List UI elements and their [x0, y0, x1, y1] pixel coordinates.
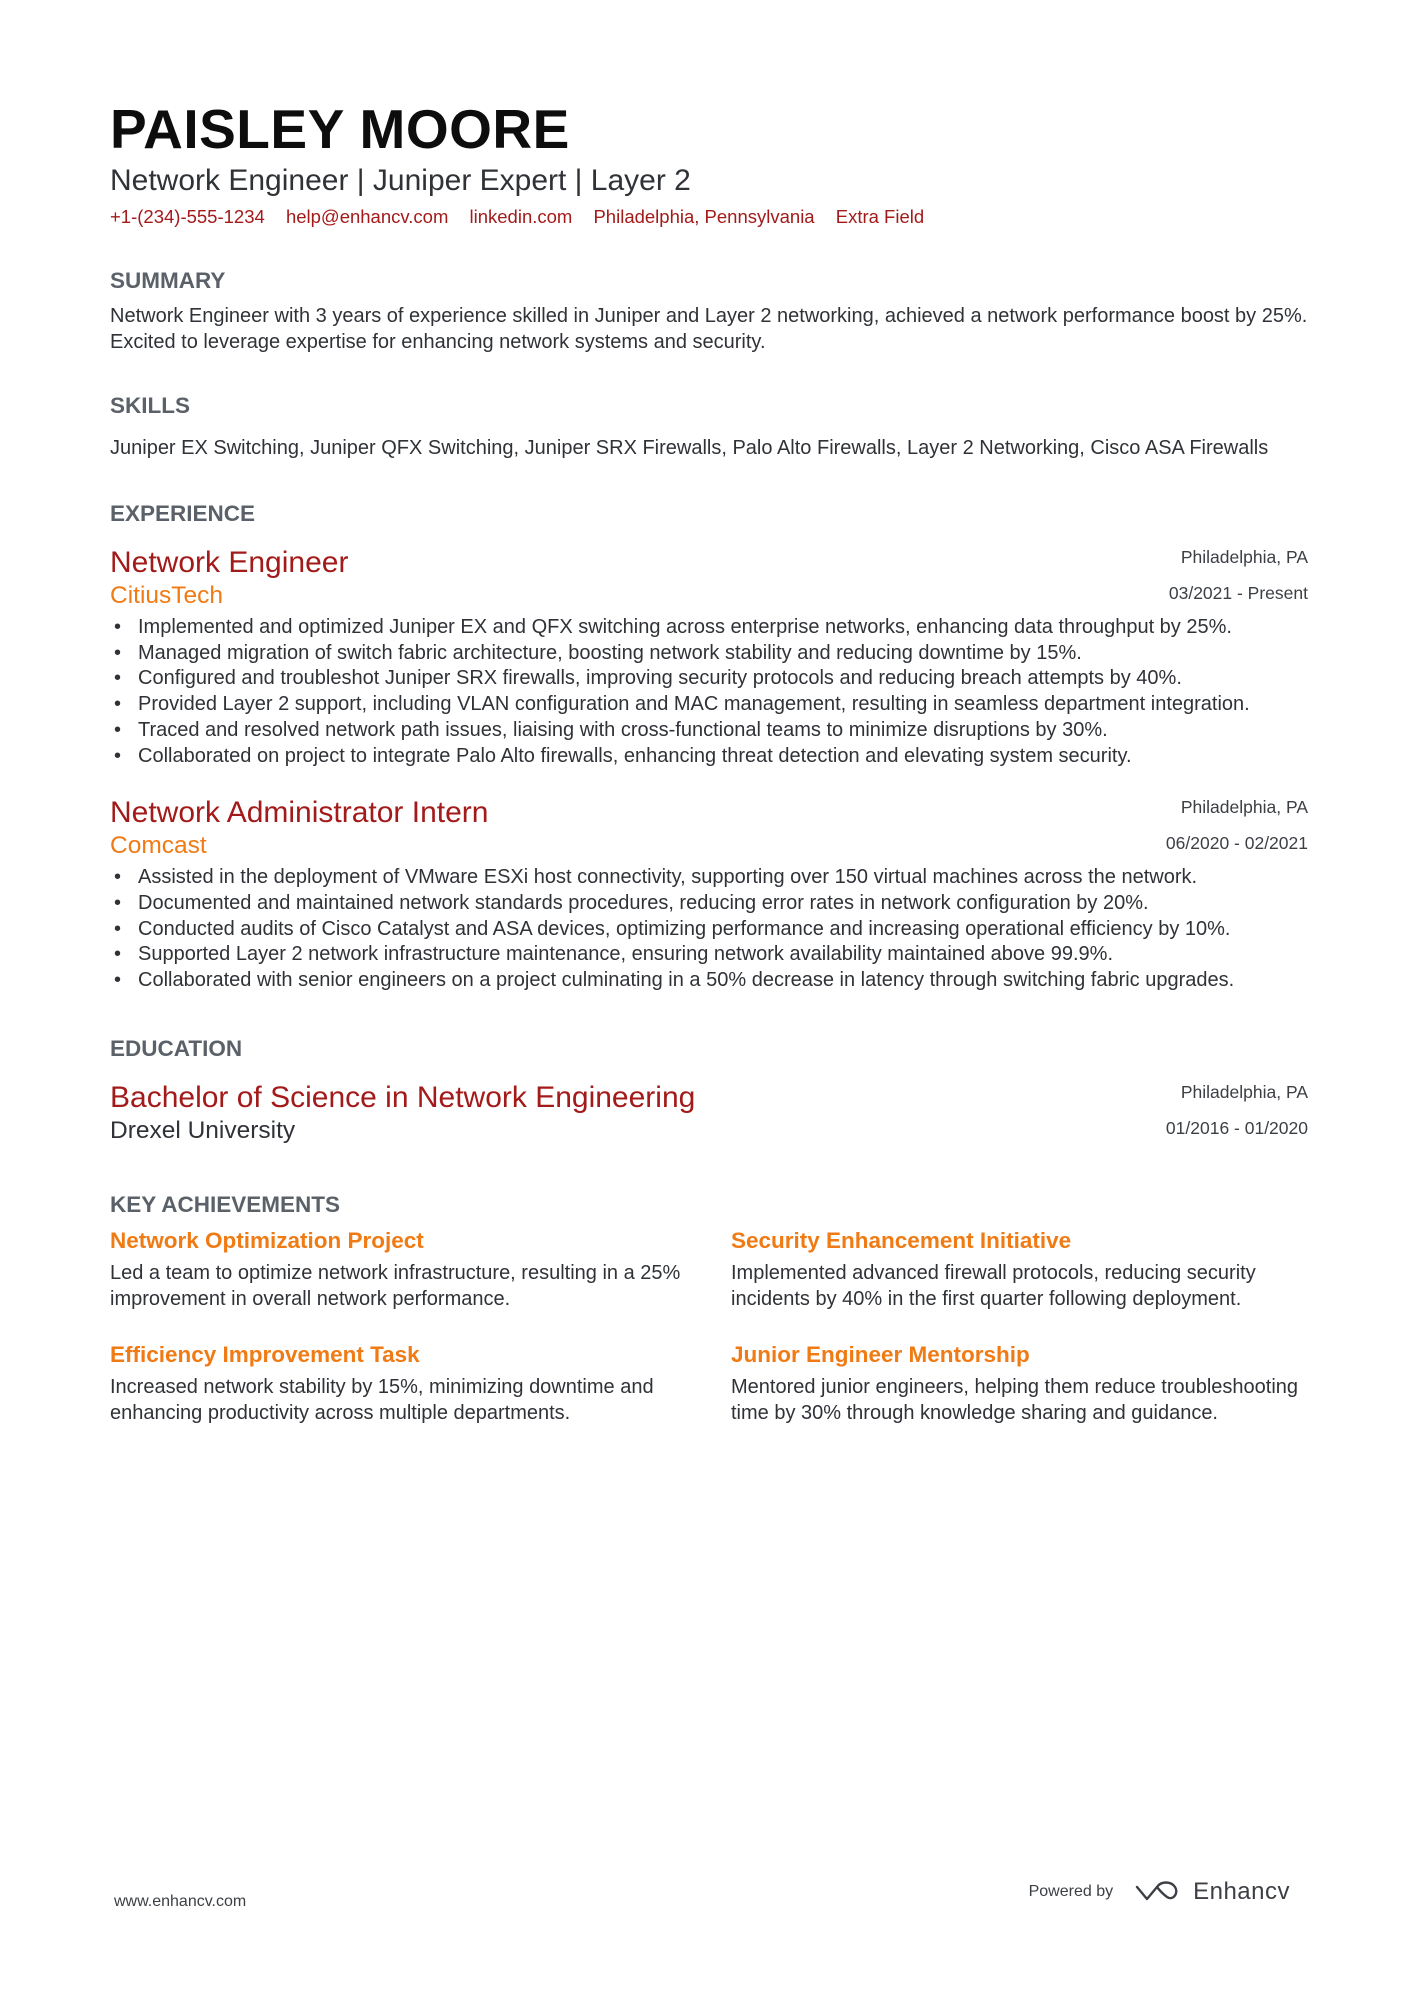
contact-location: Philadelphia, Pennsylvania	[593, 206, 815, 227]
powered-by-label: Powered by	[1028, 1883, 1114, 1900]
job-bullets	[110, 865, 1308, 994]
candidate-name: PAISLEY MOORE	[110, 98, 570, 160]
contact-extra-field: Extra Field	[835, 206, 925, 227]
footer-website[interactable]: www.enhancv.com	[114, 1893, 247, 1910]
footer-branding	[1029, 1878, 1290, 1906]
job-bullet: • Collaborated on project to integrate Palo Alto firewalls, enhancing threat detection and elevating system security.	[138, 744, 1308, 770]
skills-section	[110, 391, 1308, 461]
job-location: Philadelphia, PA	[1180, 547, 1308, 567]
job-bullet: • Implemented and optimized Juniper EX and QFX switching across enterprise networks, enhancing data throughput by 25%.	[138, 615, 1308, 641]
job-bullet: • Collaborated with senior engineers on a project culminating in a 50% decrease in latency through switching fabric upgrades.	[138, 968, 1308, 994]
job-header	[110, 545, 1308, 611]
education-dates: 01/2016 - 01/2020	[1165, 1117, 1308, 1138]
achievement-desc: Implemented advanced firewall protocols, reducing security incidents by 40% in the first quarter following deployment.	[731, 1261, 1256, 1310]
achievement-title: Network Optimization Project	[110, 1227, 424, 1253]
achievement-desc: Increased network stability by 15%, minimizing downtime and enhancing productivity across multiple departments.	[110, 1375, 654, 1424]
achievement-item	[110, 1340, 687, 1426]
achievement-item	[731, 1226, 1308, 1312]
job-bullet: • Managed migration of switch fabric architecture, boosting network stability and reducing downtime by 15%.	[138, 641, 1308, 667]
enhancv-logo-icon	[1133, 1879, 1181, 1905]
header	[110, 96, 1308, 230]
job-bullet: • Traced and resolved network path issues, liaising with cross-functional teams to minimize disruptions by 30%.	[138, 718, 1308, 744]
job-title: Network Engineer	[110, 546, 349, 579]
job-entry	[110, 795, 1308, 994]
job-bullet: • Conducted audits of Cisco Catalyst and ASA devices, optimizing performance and increasing operational efficiency by 10%.	[138, 917, 1308, 943]
achievement-title: Efficiency Improvement Task	[110, 1341, 420, 1367]
job-company: Comcast	[110, 832, 207, 860]
job-bullet: • Documented and maintained network standards procedures, reducing error rates in network configuration by 20%.	[138, 891, 1308, 917]
job-entry	[110, 545, 1308, 769]
degree-title: Bachelor of Science in Network Engineering	[110, 1080, 696, 1114]
achievement-item	[731, 1340, 1308, 1426]
contact-linkedin[interactable]: linkedin.com	[469, 206, 573, 227]
education-section	[110, 1034, 1308, 1146]
job-header	[110, 795, 1308, 861]
achievements-title: KEY ACHIEVEMENTS	[110, 1191, 341, 1217]
job-title: Network Administrator Intern	[110, 796, 489, 830]
contact-line	[110, 204, 1308, 230]
job-bullet: • Supported Layer 2 network infrastructure maintenance, ensuring network availability maintained above 99.9%.	[138, 942, 1308, 968]
summary-text: Network Engineer with 3 years of experience skilled in Juniper and Layer 2 networking, achieved a network performance boost by 25%. Excited to leverage expertise for enhancing network systems and security.	[110, 305, 1308, 353]
job-location: Philadelphia, PA	[1180, 797, 1308, 818]
education-meta	[1166, 1080, 1308, 1140]
skills-title: SKILLS	[110, 393, 191, 418]
achievement-item	[110, 1226, 687, 1312]
achievement-title: Junior Engineer Mentorship	[731, 1341, 1030, 1367]
job-meta	[1169, 545, 1308, 605]
job-bullet: • Provided Layer 2 support, including VLAN configuration and MAC management, resulting in seamless department integration.	[138, 692, 1308, 718]
achievements-section	[110, 1190, 1308, 1426]
summary-section	[110, 266, 1308, 355]
education-title: EDUCATION	[110, 1035, 243, 1061]
contact-email[interactable]: help@enhancv.com	[285, 206, 449, 227]
achievement-desc: Led a team to optimize network infrastructure, resulting in a 25% improvement in overall network performance.	[110, 1261, 681, 1310]
job-bullet: • Assisted in the deployment of VMware ESXi host connectivity, supporting over 150 virtual machines across the network.	[138, 865, 1308, 891]
achievement-desc: Mentored junior engineers, helping them reduce troubleshooting time by 30% through knowledge sharing and guidance.	[731, 1375, 1299, 1424]
skills-text: Juniper EX Switching, Juniper QFX Switching, Juniper SRX Firewalls, Palo Alto Firewalls, Layer 2 Networking, Cisco ASA Firewalls	[110, 437, 1269, 459]
job-dates: 06/2020 - 02/2021	[1165, 833, 1308, 854]
job-dates: 03/2021 - Present	[1168, 583, 1308, 603]
contact-phone[interactable]: +1-(234)-555-1234	[110, 206, 265, 227]
resume-content	[110, 96, 1308, 1426]
job-bullets	[110, 615, 1308, 769]
summary-title: SUMMARY	[110, 268, 226, 293]
experience-title: EXPERIENCE	[110, 501, 256, 526]
education-entry	[110, 1080, 1308, 1146]
education-location: Philadelphia, PA	[1180, 1081, 1308, 1102]
job-bullet: • Configured and troubleshot Juniper SRX firewalls, improving security protocols and reducing breach attempts by 40%.	[138, 666, 1308, 692]
job-meta	[1166, 795, 1308, 855]
enhancv-brand: Enhancv	[1193, 1878, 1290, 1905]
job-company: CitiusTech	[110, 582, 224, 609]
achievement-title: Security Enhancement Initiative	[731, 1227, 1072, 1253]
achievements-grid	[110, 1226, 1308, 1426]
experience-section	[110, 499, 1308, 994]
school-name: Drexel University	[110, 1116, 296, 1144]
candidate-tagline: Network Engineer | Juniper Expert | Layer 2	[110, 164, 691, 197]
